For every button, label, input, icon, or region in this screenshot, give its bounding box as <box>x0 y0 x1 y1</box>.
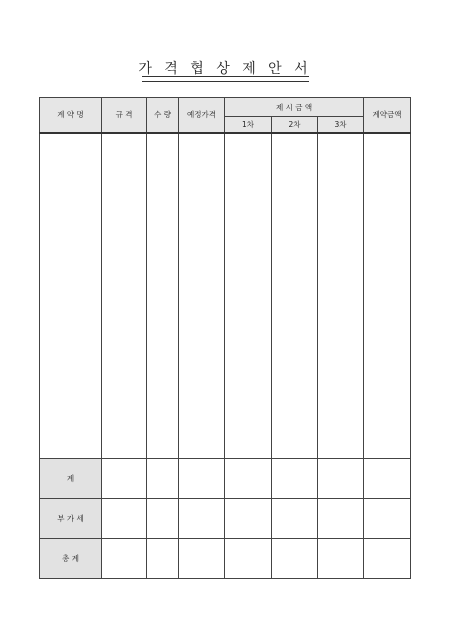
header-estimated-price: 예정가격 <box>179 98 225 133</box>
header-spec: 규 격 <box>102 98 147 133</box>
cell[interactable] <box>364 539 411 579</box>
header-offer-amount: 제 시 금 액 <box>225 98 364 117</box>
cell[interactable] <box>147 539 179 579</box>
cell[interactable] <box>272 539 318 579</box>
cell-round-1[interactable] <box>225 133 272 459</box>
vat-label: 부 가 세 <box>40 499 102 539</box>
header-round-3: 3차 <box>318 117 364 133</box>
cell-contract-amount[interactable] <box>364 133 411 459</box>
cell[interactable] <box>364 459 411 499</box>
subtotal-row <box>40 459 411 499</box>
cell-round-3[interactable] <box>318 133 364 459</box>
cell-spec[interactable] <box>102 133 147 459</box>
cell[interactable] <box>318 499 364 539</box>
cell[interactable] <box>102 499 147 539</box>
vat-row <box>40 499 411 539</box>
document-title: 가 격 협 상 제 안 서 <box>138 61 312 77</box>
cell[interactable] <box>179 499 225 539</box>
cell-quantity[interactable] <box>147 133 179 459</box>
header-round-1: 1차 <box>225 117 272 133</box>
cell[interactable] <box>364 499 411 539</box>
cell[interactable] <box>179 459 225 499</box>
item-body-row <box>40 133 411 459</box>
cell-contract-name[interactable] <box>40 133 102 459</box>
cell[interactable] <box>147 459 179 499</box>
subtotal-label: 계 <box>40 459 102 499</box>
cell[interactable] <box>147 499 179 539</box>
header-row-1 <box>40 98 411 117</box>
cell[interactable] <box>318 459 364 499</box>
cell[interactable] <box>225 539 272 579</box>
cell[interactable] <box>225 499 272 539</box>
cell-estimated-price[interactable] <box>179 133 225 459</box>
cell[interactable] <box>272 459 318 499</box>
cell-round-2[interactable] <box>272 133 318 459</box>
price-negotiation-table <box>39 97 411 579</box>
cell[interactable] <box>318 539 364 579</box>
cell[interactable] <box>179 539 225 579</box>
cell[interactable] <box>225 459 272 499</box>
total-label: 총 계 <box>40 539 102 579</box>
header-quantity: 수 량 <box>147 98 179 133</box>
header-contract-amount: 계약금액 <box>364 98 411 133</box>
header-contract-name: 계 약 명 <box>40 98 102 133</box>
title-double-underline <box>142 76 309 82</box>
cell[interactable] <box>102 539 147 579</box>
header-round-2: 2차 <box>272 117 318 133</box>
cell[interactable] <box>272 499 318 539</box>
total-row <box>40 539 411 579</box>
cell[interactable] <box>102 459 147 499</box>
